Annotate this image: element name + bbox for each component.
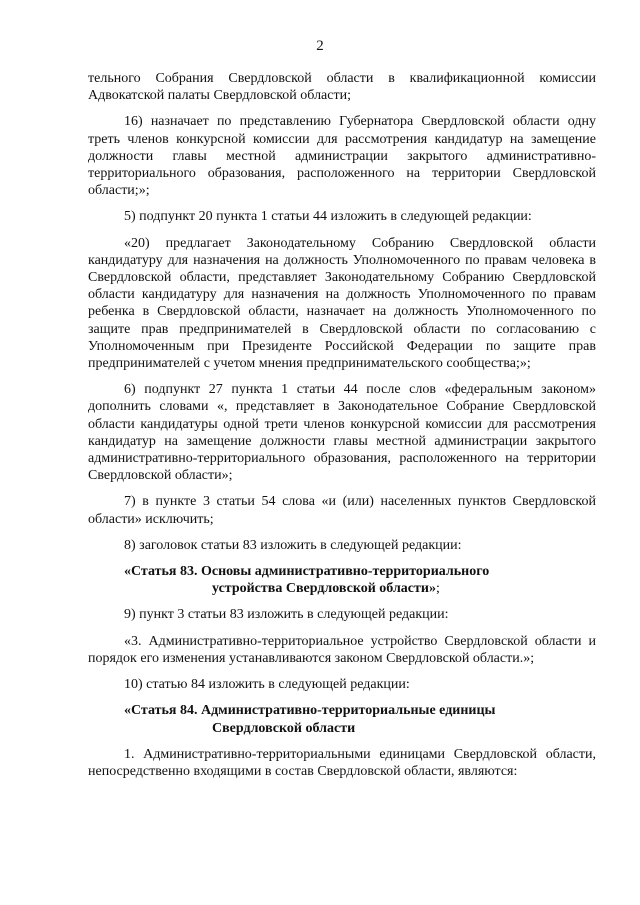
paragraph-amendment-8: 8) заголовок статьи 83 изложить в следующей редакции: — [124, 537, 462, 553]
article-83-heading-suffix: ; — [435, 581, 440, 597]
paragraph-continuation: тельного Собрания Свердловской области в квалификационной комиссии Адвокатской палаты Свердловской области; — [88, 71, 596, 104]
paragraph-amendment-10: 10) статью 84 изложить в следующей редакции: — [124, 677, 410, 693]
article-84-heading — [88, 702, 596, 736]
page-number: 2 — [316, 38, 324, 54]
document-body — [88, 70, 596, 789]
article-84-heading-line2: Свердловской области — [212, 720, 356, 736]
paragraph-amendment-9: 9) пункт 3 статьи 83 изложить в следующей редакции: — [124, 607, 449, 623]
paragraph-item-3: «3. Административно-территориальное устройство Свердловской области и порядок его изменения устанавливаются законом Свердловской области.»; — [88, 633, 596, 666]
article-83-heading-line1: «Статья 83. Основы административно-территориального — [124, 564, 490, 580]
article-83-heading-line2-wrap — [88, 580, 596, 597]
article-83-heading — [88, 563, 596, 597]
paragraph-item-16: 16) назначает по представлению Губернатора Свердловской области одну треть членов конкурсной комиссии для рассмотрения кандидатур на замещение должности главы местной администрации закрытого административно-территориального образования, расположенного на территории Свердловской области;»; — [88, 114, 596, 199]
paragraph-amendment-5: 5) подпункт 20 пункта 1 статьи 44 изложить в следующей редакции: — [124, 209, 532, 225]
paragraph-article-84-item-1: 1. Административно-территориальными единицами Свердловской области, непосредственно входящими в состав Свердловской области, являются: — [88, 746, 596, 779]
paragraph-amendment-7: 7) в пункте 3 статьи 54 слова «и (или) населенных пунктов Свердловской области» исключить; — [88, 494, 596, 527]
article-84-heading-line1: «Статья 84. Административно-территориальные единицы — [124, 703, 496, 719]
paragraph-item-20: «20) предлагает Законодательному Собранию Свердловской области кандидатуру для назначения на должность Уполномоченного по правам человека в Свердловской области, представляет Законодательному Собранию Свердловской области кандидатуру для назначения на должность Уполномоченного по правам ребенка в Свердловской области, назначает на должность Уполномоченного по защите прав предпринимателей в Свердловской области по согласованию с Уполномоченным при Президенте Российской Федерации по защите прав предпринимателей с учетом мнения предпринимательского сообщества;»; — [88, 235, 596, 372]
article-83-heading-line2: устройства Свердловской области» — [212, 581, 436, 597]
paragraph-amendment-6: 6) подпункт 27 пункта 1 статьи 44 после слов «федеральным законом» дополнить словами «, представляет в Законодательное Собрание Свердловской области кандидатуры одной трети членов конкурсной комиссии для рассмотрения кандидатур на замещение должности главы местной администрации закрытого административно-территориального образования, расположенного на территории Свердловской области»; — [88, 382, 596, 484]
